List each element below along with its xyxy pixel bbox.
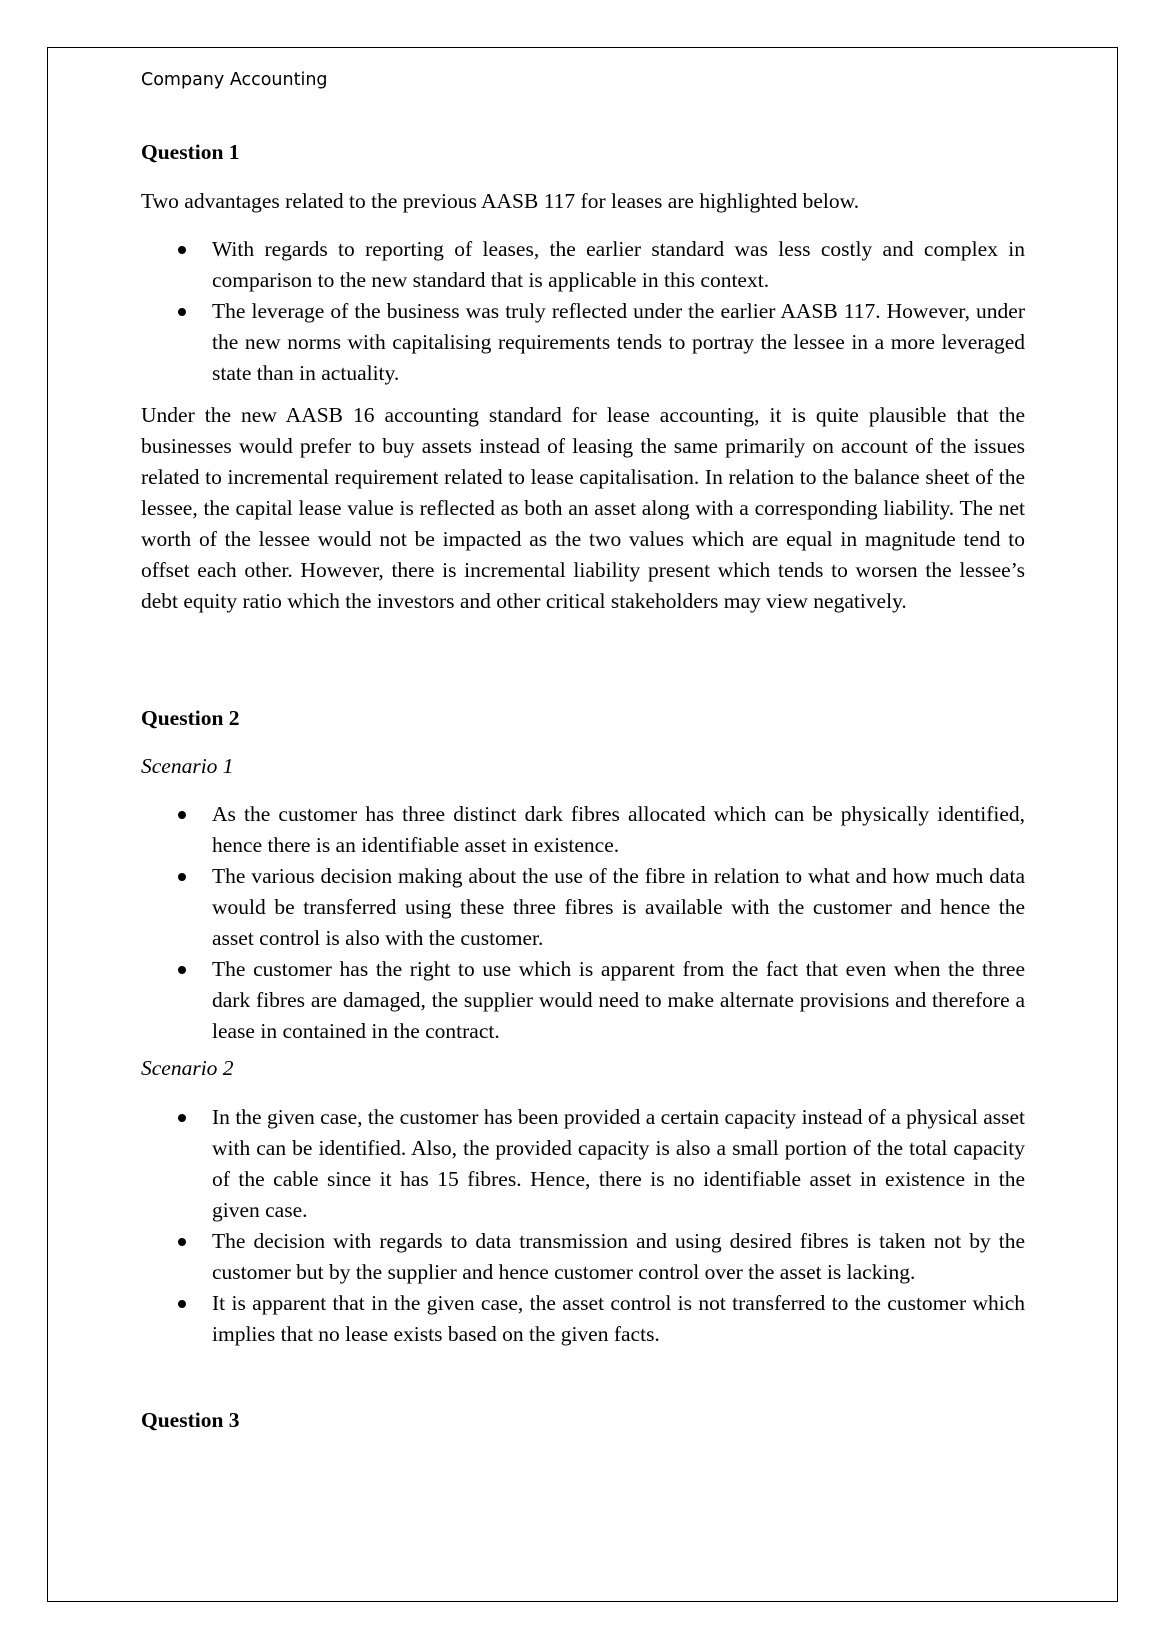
list-item-text: The decision with regards to data transmission and using desired fibres is taken not by the customer but by the supplier and hence customer control over the asset is lacking.	[212, 1229, 1025, 1284]
page-header: Company Accounting	[141, 70, 328, 90]
list-item	[141, 1226, 1025, 1288]
bullet-icon	[178, 308, 186, 316]
list-item-text: The customer has the right to use which is apparent from the fact that even when the three dark fibres are damaged, the supplier would need to make alternate provisions and therefore a lease in contained in the contract.	[212, 957, 1025, 1043]
bullet-icon	[178, 1300, 186, 1308]
question-2-heading: Question 2	[141, 706, 240, 730]
list-item	[141, 861, 1025, 954]
bullet-icon	[178, 966, 186, 974]
scenario-2-bullet-list	[141, 1102, 1025, 1350]
list-item-text: As the customer has three distinct dark fibres allocated which can be physically identified, hence there is an identifiable asset in existence.	[212, 802, 1025, 857]
bullet-icon	[178, 1114, 186, 1122]
scenario-1-title: Scenario 1	[141, 754, 234, 778]
bullet-icon	[178, 811, 186, 819]
bullet-icon	[178, 246, 186, 254]
question-1-heading: Question 1	[141, 140, 240, 164]
list-item	[141, 1102, 1025, 1226]
list-item	[141, 799, 1025, 861]
question-1-paragraph: Under the new AASB 16 accounting standard for lease accounting, it is quite plausible that the businesses would prefer to buy assets instead of leasing the same primarily on account of the issues related to incremental requirement related to lease capitalisation. In relation to the balance sheet of the lessee, the capital lease value is reflected as both an asset along with a corresponding liability. The net worth of the lessee would not be impacted as the two values which are equal in magnitude tend to offset each other. However, there is incremental liability present which tends to worsen the lessee’s debt equity ratio which the investors and other critical stakeholders may view negatively.	[141, 403, 1025, 613]
question-3-heading: Question 3	[141, 1408, 240, 1432]
list-item-text: The leverage of the business was truly reflected under the earlier AASB 117. However, under the new norms with capitalising requirements tends to portray the lessee in a more leveraged state than in actuality.	[212, 299, 1025, 385]
scenario-1-bullet-list	[141, 799, 1025, 1047]
question-1-bullet-list	[141, 234, 1025, 389]
scenario-2-title: Scenario 2	[141, 1056, 234, 1080]
question-1-intro: Two advantages related to the previous AASB 117 for leases are highlighted below.	[141, 189, 860, 213]
list-item	[141, 296, 1025, 389]
bullet-icon	[178, 873, 186, 881]
bullet-icon	[178, 1238, 186, 1246]
list-item-text: With regards to reporting of leases, the earlier standard was less costly and complex in comparison to the new standard that is applicable in this context.	[212, 237, 1025, 292]
list-item	[141, 1288, 1025, 1350]
list-item-text: It is apparent that in the given case, the asset control is not transferred to the customer which implies that no lease exists based on the given facts.	[212, 1291, 1025, 1346]
list-item-text: The various decision making about the use of the fibre in relation to what and how much data would be transferred using these three fibres is available with the customer and hence the asset control is also with the customer.	[212, 864, 1025, 950]
list-item-text: In the given case, the customer has been provided a certain capacity instead of a physical asset with can be identified. Also, the provided capacity is also a small portion of the total capacity of the cable since it has 15 fibres. Hence, there is no identifiable asset in existence in the given case.	[212, 1105, 1025, 1222]
list-item	[141, 234, 1025, 296]
list-item	[141, 954, 1025, 1047]
